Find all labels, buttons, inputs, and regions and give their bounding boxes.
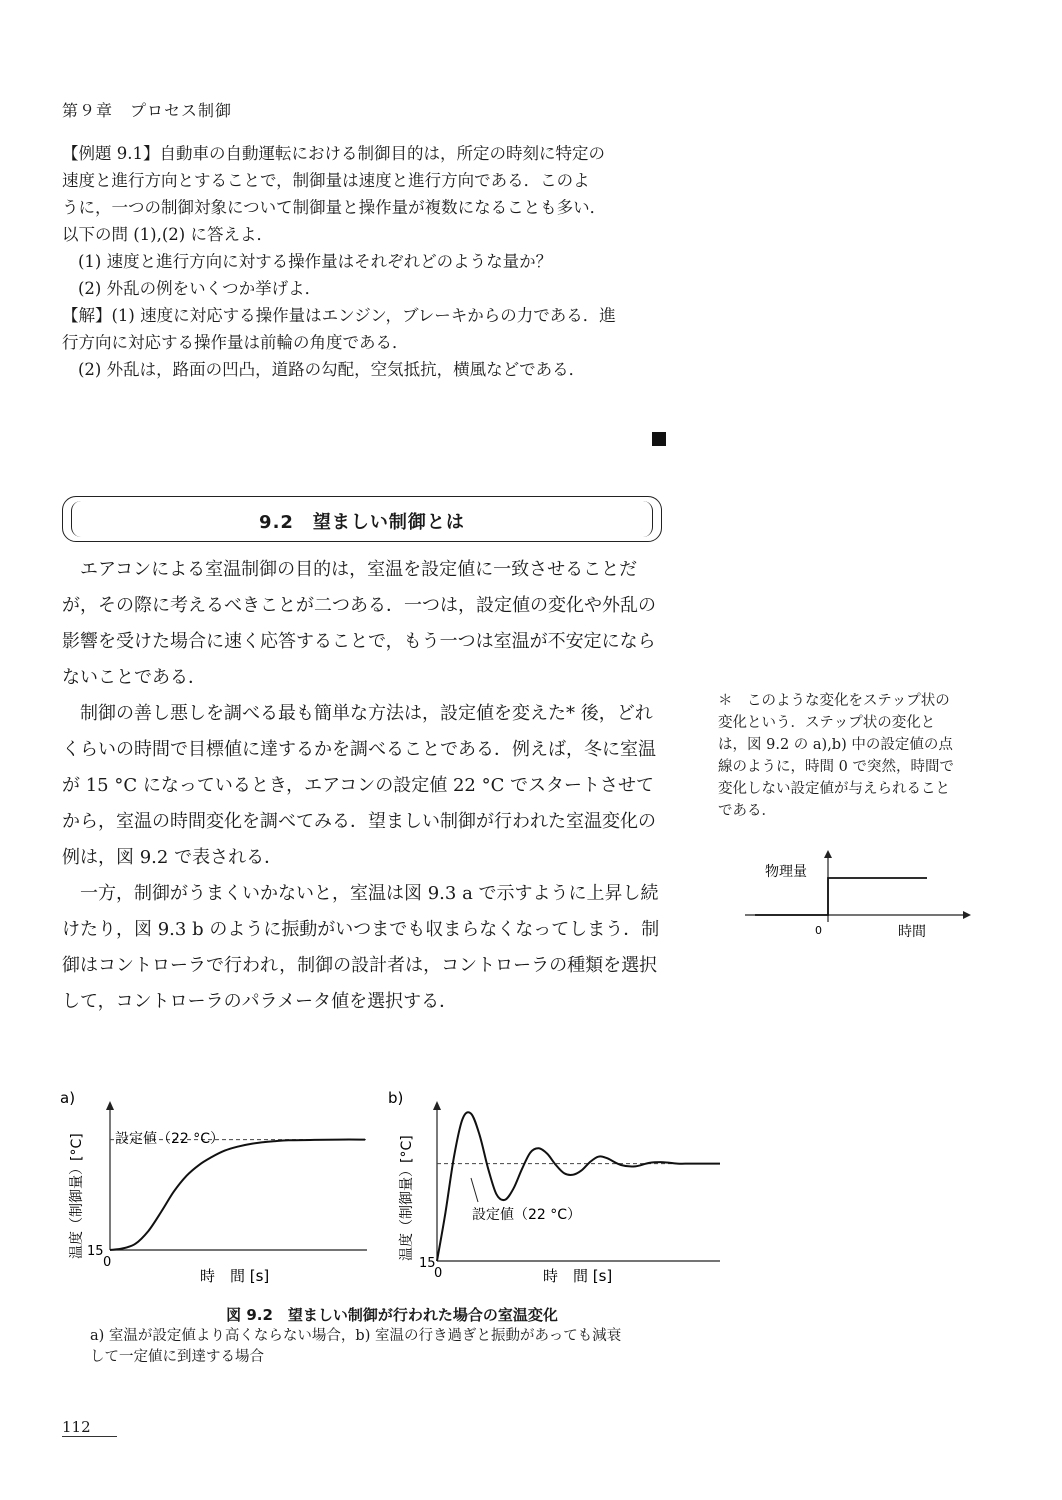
- figure-caption-line: して一定値に到達する場合: [90, 1349, 264, 1365]
- example-line: 以下の問 (1),(2) に答えよ．: [62, 225, 273, 244]
- panel-label: a): [60, 1089, 76, 1107]
- y-axis-arrow: [433, 1101, 441, 1110]
- section-heading-box: [62, 496, 662, 542]
- step-origin: 0: [815, 924, 822, 937]
- example-line: うに，一つの制御対象について制御量と操作量が複数になることも多い．: [62, 198, 607, 217]
- paragraph: 一方，制御がうまくいかないと，室温は図 9.3 a で示すように上昇し続けたり，図 9.3 b のように振動がいつまでも収まらなくなってしまう．制御はコントローラで行われ，制御の設計者は，コントローラの種類を選択して，コントローラのパラメータ値を選択する．: [62, 883, 660, 1012]
- step-chart: [735, 850, 975, 945]
- y-tick-15: 15: [419, 1256, 436, 1271]
- y-tick-15: 15: [87, 1244, 104, 1259]
- example-line: 【例題 9.1】自動車の自動運転における制御目的は，所定の時刻に特定の: [62, 144, 605, 163]
- figure-a: [55, 1085, 385, 1290]
- y-axis-label: 温度（制御量）[°C]: [399, 1135, 415, 1261]
- question-1: (1) 速度と進行方向に対する操作量はそれぞれどのような量か？: [78, 252, 553, 271]
- y-axis-label: 温度（制御量）[°C]: [69, 1133, 85, 1259]
- side-note: ＊ このような変化をステップ状の変化という．ステップ状の変化とは，図 9.2 の a),b) 中の設定値の点線のように，時間 0 で突然，時間で変化しない設定値が与えられることである．: [718, 693, 954, 819]
- step-chart-ylabel: 物理量: [765, 864, 807, 880]
- x-tick-0: 0: [103, 1255, 112, 1270]
- example-line: 速度と進行方向とすることで，制御量は速度と進行方向である．このよ: [62, 171, 590, 190]
- temperature-curve: [110, 1140, 365, 1250]
- panel-label: b): [388, 1089, 404, 1107]
- step-x-arrow: [963, 911, 971, 919]
- answer-line: 【解】(1) 速度に対応する操作量はエンジン，ブレーキからの力である．進: [62, 306, 616, 325]
- figure-caption-title: 図 9.2 望ましい制御が行われた場合の室温変化: [226, 1306, 558, 1324]
- x-axis-label: 時 間 [s]: [543, 1267, 613, 1285]
- paragraph: エアコンによる室温制御の目的は，室温を設定値に一致させることだが，その際に考えるべきことが二つある．一つは，設定値の変化や外乱の影響を受けた場合に速く応答することで，もう一つは室温が不安定にならないことである．: [62, 559, 656, 688]
- figure-caption-line: a) 室温が設定値より高くならない場合，b) 室温の行き過ぎと振動があっても減衰: [90, 1328, 622, 1344]
- paragraph: 制御の善し悪しを調べる最も簡単な方法は，設定値を変えた* 後，どれくらいの時間で目標値に達するかを調べることである．例えば，冬に室温が 15 °C になっているとき，エアコンの設定値 22 °C でスタートさせてから，室温の時間変化を調べてみる．望ましい制御が行われた室温変化の例は，図 9.2 で表される．: [62, 703, 656, 868]
- temperature-curve: [437, 1112, 720, 1261]
- y-axis-arrow: [106, 1101, 114, 1110]
- setpoint-label: 設定値（22 °C）: [115, 1131, 225, 1147]
- step-y-arrow: [824, 850, 832, 858]
- setpoint-pointer: [471, 1178, 478, 1202]
- page-number-rule: [62, 1436, 117, 1437]
- running-head: 第９章 プロセス制御: [62, 101, 233, 120]
- figure-b: [385, 1085, 730, 1290]
- step-signal: [755, 878, 927, 915]
- section-title: 9.2 望ましい制御とは: [259, 512, 465, 533]
- example-block: [62, 140, 667, 383]
- x-tick-0: 0: [434, 1266, 443, 1281]
- end-of-proof-mark: [652, 432, 666, 446]
- question-2: (2) 外乱の例をいくつか挙げよ．: [78, 279, 322, 298]
- main-text: [62, 552, 667, 1020]
- step-chart-xlabel: 時間: [898, 924, 926, 940]
- figure-caption: [62, 1305, 722, 1368]
- x-axis-label: 時 間 [s]: [200, 1267, 270, 1285]
- answer-line: 行方向に対応する操作量は前輪の角度である．: [62, 333, 409, 352]
- page-number: 112: [62, 1418, 91, 1436]
- answer-2: (2) 外乱は，路面の凹凸，道路の勾配，空気抵抗，横風などである．: [78, 360, 586, 379]
- setpoint-label: 設定値（22 °C）: [472, 1207, 582, 1223]
